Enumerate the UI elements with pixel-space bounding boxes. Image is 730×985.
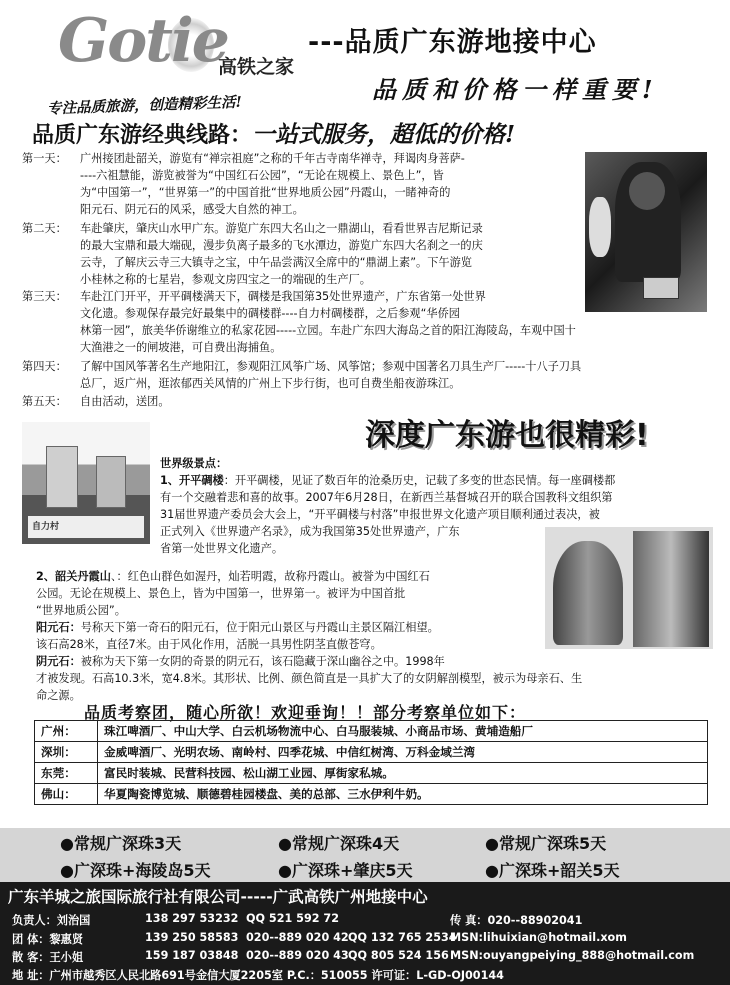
temple-photo [585,152,707,312]
day-line: 为“中国第一”，“世界第一”的中国首批“世界地质公园”丹霞山，一睹神奇的 [80,186,451,199]
table-row [35,784,708,805]
survey-table [34,720,708,805]
yang-title: 阳元石： [36,621,81,634]
footer-cell: 负责人：刘治国 [12,914,91,927]
table-cell-units: 华夏陶瓷博览城、顺德碧桂园楼盘、美的总部、三水伊利牛奶。 [98,784,708,805]
footer-cell: 传 真：020--88902041 [450,914,583,927]
footer-cell: 地 址：广州市越秀区人民北路691号金信大厦2205室 P.C.：510055 许可证：L-GD-OJ00144 [12,969,504,982]
site1-line: 省第一处世界文化遗产。 [160,542,284,555]
table-row [35,721,708,742]
day-label: 第一天： [22,152,67,165]
yang-text: 号称天下第一奇石的阳元石，位于阳元山景区与丹霞山主景区隔江相望。 [80,621,439,634]
table-row [35,763,708,784]
footer-cell: 159 187 03848 [145,949,239,962]
footer-cell: 020--889 020 42 [246,931,349,944]
yin-line: 才被发现。石高10.3米，宽4.8米。其形状、比例、颜色简直是一具扩大了的女阴解剖模型，被示为母亲石、生 [36,672,583,685]
table-cell-city: 深圳： [35,742,98,763]
site1-line: 正式列入《世界遗产名录》，成为我国第35处世界遗产，广东 [160,525,460,538]
day-line: 小桂林之称的七星岩，参观文房四宝之一的端砚的生产厂。 [80,273,371,286]
day-label: 第二天： [22,222,67,235]
yin-title: 阴元石： [36,655,81,668]
footer-cell: 散 客：王小姐 [12,951,84,964]
yang-line: 该石高28米，直径7米。由于风化作用，活脱一具男性阴茎直傲苍穹。 [36,638,382,651]
table-cell-city: 东莞： [35,763,98,784]
section2-heading: 深度广东游也很精彩! [365,418,649,453]
survey-heading: 品质考察团，随心所欲！欢迎垂询！！部分考察单位如下： [84,703,527,722]
day-line: 总厂，返广州，逛浓郁西关风情的广州上下步行街，也可自费坐船夜游珠江。 [80,377,461,390]
day-line: 了解中国风筝著名生产地阳江，参观阳江风筝广场、风筝馆；参观中国著名刀具生产厂-----十八子刀具 [80,360,582,373]
site1-line: ：开平碉楼，见证了数百年的沧桑历史，记载了多变的世态民情。每一座碉楼都 [223,474,616,487]
site1-line: 有一个交融着悲和喜的故事。2007年6月28日，在新西兰基督城召开的联合国教科文组织第 [160,491,613,504]
day-line: 车赴江门开平，开平碉楼满天下，碉楼是我国第35处世界遗产，广东省第一处世界 [80,290,486,303]
yin-line: 命之源。 [36,689,81,702]
day-line: 阳元石、阴元石的风采，感受大自然的神工。 [80,203,304,216]
footer-company: 广东羊城之旅国际旅行社有限公司-----广武高铁广州地接中心 [8,888,428,906]
tower-shape [96,456,126,508]
day-line: 林第一园”，旅美华侨谢维立的私家花园-----立园。车赴广东四大海岛之首的阳江海陵岛，车观中国十 [80,324,576,337]
route-heading-sub: 一站式服务，超低的价格! [252,121,516,148]
day-line: ----六祖慧能，游览被誉为“中国红石公园”，“无论在规模上、景色上”，皆 [80,169,444,182]
tour-item: ●广深珠+海陵岛5天 [60,861,211,880]
watchtower-photo [22,422,150,544]
tour-item: ●常规广深珠5天 [485,834,607,853]
plaque-shape [643,277,679,299]
route-heading-main: 品质广东游经典线路： [32,123,253,148]
day-line: 的最大宝鼎和最大端砚，漫步负离子最多的飞水潭边，游览广东四大名刹之一的庆 [80,239,483,252]
site2 [36,568,716,585]
vase-shape [589,197,611,257]
sites-title: 世界级景点： [160,457,228,470]
table-cell-city: 广州： [35,721,98,742]
day-line: 车赴肇庆，肇庆山水甲广东。游览广东四大名山之一鼎湖山，看看世界吉尼斯记录 [80,222,483,235]
footer-cell: 138 297 53232 [145,912,239,925]
yang-line [36,619,716,636]
footer-cell: QQ 521 592 72 [246,912,339,925]
table-cell-units: 富民时装城、民营科技园、松山湖工业园、厚街家私城。 [98,763,708,784]
header-title: ---品质广东游地接中心 [308,27,597,58]
tour-item: ●广深珠+肇庆5天 [278,861,413,880]
tour-item: ●广深珠+韶关5天 [485,861,620,880]
site2-line: “世界地质公园”。 [36,604,126,617]
footer-cell: QQ 132 765 2534 [348,931,457,944]
tour-item: ●常规广深珠3天 [60,834,182,853]
day-line: 自由活动，送团。 [80,395,170,408]
site2-line: 公园。无论在规模上、景色上，皆为中国第一，世界第一。被评为中国首批 [36,587,406,600]
table-row [35,742,708,763]
day-label: 第四天： [22,360,67,373]
site1 [160,472,715,489]
table-cell-units: 珠江啤酒厂、中山大学、白云机场物流中心、白马服装城、小商品市场、黄埔造船厂 [98,721,708,742]
footer-cell: 139 250 58583 [145,931,239,944]
tours-box [0,828,730,882]
day-label: 第五天： [22,395,67,408]
header-tagline: 专注品质旅游，创造精彩生活! [46,93,243,118]
yin-text: 被称为天下第一女阴的奇景的阴元石，该石隐藏于深山幽谷之中。1998年 [80,655,445,668]
tour-item: ●常规广深珠4天 [278,834,400,853]
footer-cell: QQ 805 524 156 [348,949,449,962]
logo-text-cn: 高铁之家 [218,56,295,78]
footer-cell: 020--889 020 43 [246,949,349,962]
footer-cell: 团 体：黎惠贤 [12,933,84,946]
table-cell-city: 佛山： [35,784,98,805]
day-line: 广州接团赴韶关，游览有“禅宗祖庭”之称的千年古寺南华禅寺，拜谒肉身菩萨- [80,152,465,165]
day-line: 大渔港之一的闸坡港，可自费出海捕鱼。 [80,341,282,354]
danxia-block [36,568,716,704]
statue-face [629,172,665,210]
yin-line [36,653,716,670]
site2-title: 2、韶关丹霞山 [36,570,111,583]
header-slogan: 品质和价格一样重要! [372,75,659,104]
site2-line: 、：红色山群色如渥丹，灿若明霞，故称丹霞山。被誉为中国红石 [110,570,430,583]
day-label: 第三天： [22,290,67,303]
site1-line: 31届世界遗产委员会大会上，“开平碉楼与村落”申报世界文化遗产项目顺利通过表决，被 [160,508,600,521]
tower-shape [46,446,78,508]
day-line: 云寺，了解庆云寺三大镇寺之宝，中午品尝满汉全席中的“鼎湖上素”。下午游览 [80,256,472,269]
photo-banner: 自力村 [28,516,144,538]
table-cell-units: 金威啤酒厂、光明农场、南岭村、四季花城、中信红树湾、万科金域兰湾 [98,742,708,763]
day-line: 文化遗。参观保存最完好最集中的碉楼群----自力村碉楼群，之后参观“华侨园 [80,307,460,320]
footer-cell: MSN:ouyangpeiying_888@hotmail.com [450,949,695,962]
site1-title: 1、开平碉楼 [160,474,224,487]
logo-text-latin: Gotie [58,6,228,76]
footer-cell: MSN:lihuixian@hotmail.xom [450,931,627,944]
route-heading [32,116,515,149]
